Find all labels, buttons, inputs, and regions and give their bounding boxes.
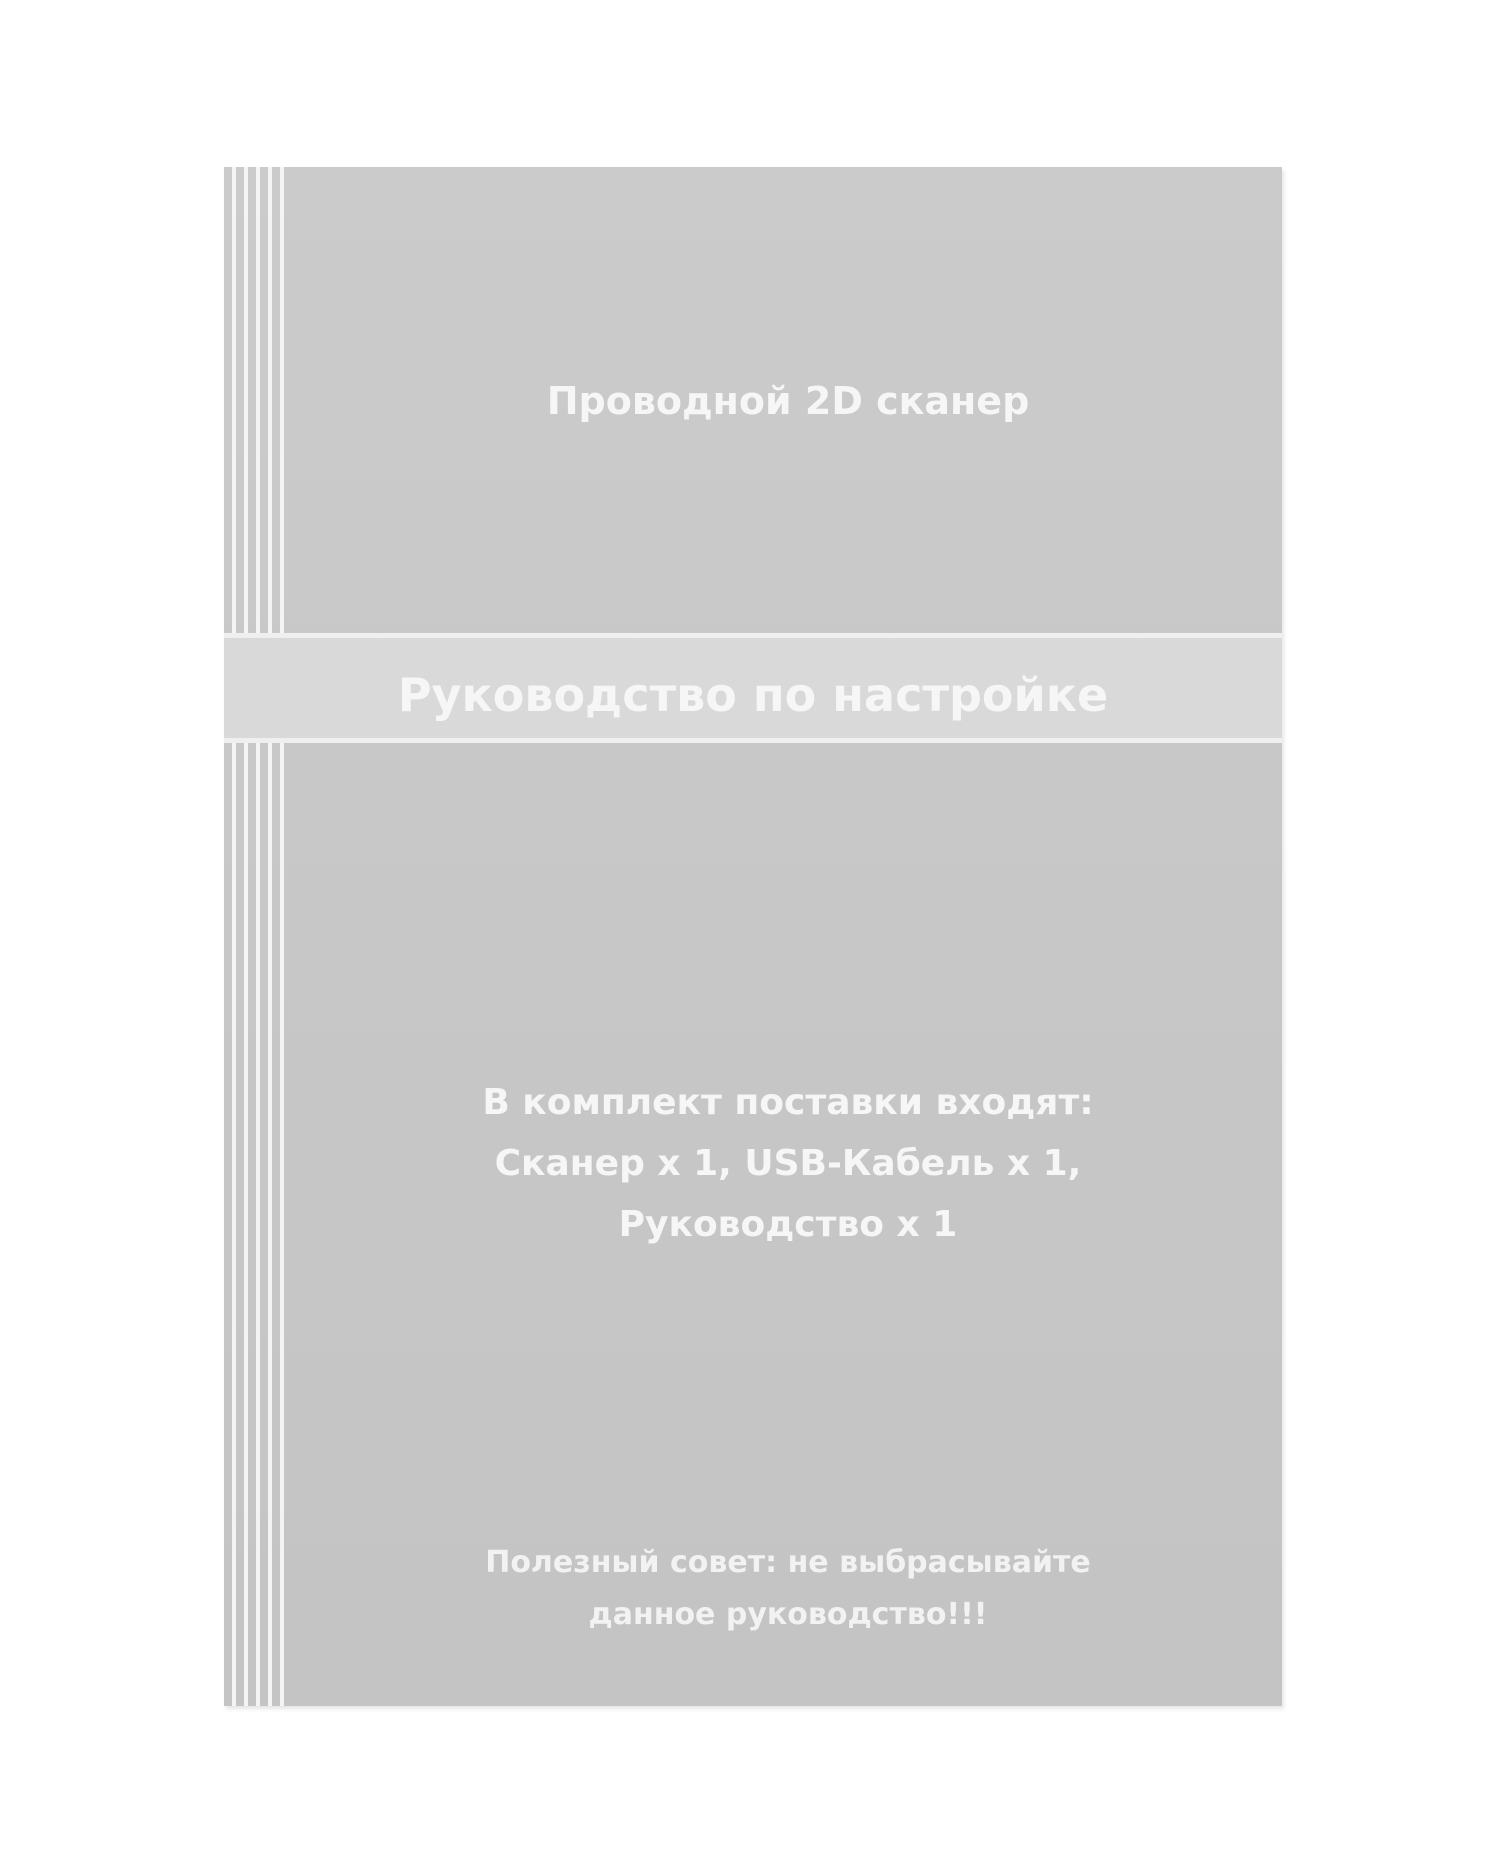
tip-line: данное руководство!!! [588,1597,988,1632]
stripe [256,167,260,1706]
useful-tip [294,1537,1282,1641]
tip-line: Полезный совет: не выбрасывайте [485,1545,1091,1580]
manual-title: Руководство по настройке [397,668,1109,722]
manual-booklet [224,167,1282,1706]
stripe [232,167,236,1706]
stripe [268,167,272,1706]
title-band [224,633,1282,743]
product-title: Проводной 2D сканер [546,379,1030,423]
contents-line: Руководство х 1 [618,1204,958,1245]
stripe [280,167,284,1706]
stripe [244,167,248,1706]
package-contents [294,1072,1282,1255]
contents-line: В комплект поставки входят: [482,1082,1094,1123]
contents-line: Сканер х 1, USB-Кабель х 1, [494,1143,1082,1184]
spine-stripes [224,167,294,1706]
